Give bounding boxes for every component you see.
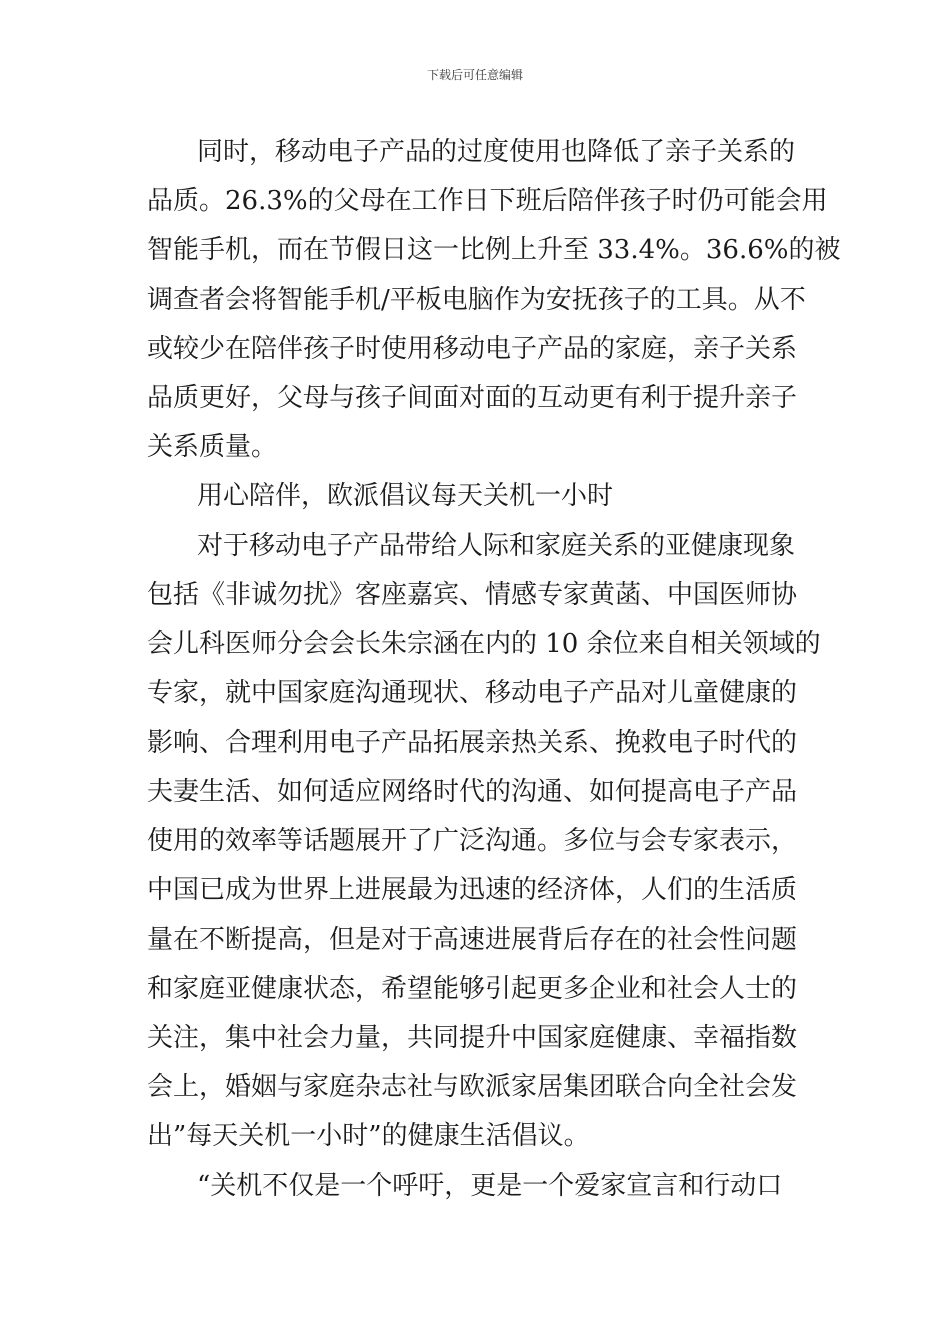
paragraph-line: 使用的效率等话题展开了广泛沟通。多位与会专家表示， <box>147 826 798 856</box>
paragraph-line: 品质。26.3%的父母在工作日下班后陪伴孩子时仍可能会用 <box>147 186 828 216</box>
paragraph-line: 和家庭亚健康状态，希望能够引起更多企业和社会人士的 <box>147 974 798 1004</box>
paragraph-line: 或较少在陪伴孩子时使用移动电子产品的家庭，亲子关系 <box>147 334 798 364</box>
paragraph-line: 品质更好，父母与孩子间面对面的互动更有利于提升亲子 <box>147 383 798 413</box>
paragraph-line: 夫妻生活、如何适应网络时代的沟通、如何提高电子产品 <box>147 777 798 807</box>
paragraph-line: 关系质量。 <box>147 432 278 462</box>
paragraph-line: 包括《非诚勿扰》客座嘉宾、情感专家黄菡、中国医师协 <box>147 580 798 610</box>
paragraph-line: 出”每天关机一小时”的健康生活倡议。 <box>147 1121 590 1151</box>
paragraph-line: 影响、合理利用电子产品拓展亲热关系、挽救电子时代的 <box>147 728 798 758</box>
paragraph-line: 会上，婚姻与家庭杂志社与欧派家居集团联合向全社会发 <box>147 1072 798 1102</box>
paragraph-line: 同时，移动电子产品的过度使用也降低了亲子关系的 <box>197 137 796 167</box>
paragraph-line: 调查者会将智能手机/平板电脑作为安抚孩子的工具。从不 <box>147 285 806 315</box>
paragraph-line: 对于移动电子产品带给人际和家庭关系的亚健康现象 <box>197 531 796 561</box>
paragraph-line: 量在不断提高，但是对于高速进展背后存在的社会性问题 <box>147 925 798 955</box>
paragraph-line: 关注，集中社会力量，共同提升中国家庭健康、幸福指数 <box>147 1023 798 1053</box>
paragraph-line: 会儿科医师分会会长朱宗涵在内的 10 余位来自相关领域的 <box>147 629 821 659</box>
section-heading: 用心陪伴，欧派倡议每天关机一小时 <box>197 481 614 511</box>
page-header: 下载后可任意编辑 <box>426 68 523 82</box>
paragraph-line: “关机不仅是一个呼吁，更是一个爱家宣言和行动口 <box>197 1171 783 1201</box>
paragraph-line: 中国已成为世界上进展最为迅速的经济体，人们的生活质 <box>147 875 798 905</box>
paragraph-line: 智能手机，而在节假日这一比例上升至 33.4%。36.6%的被 <box>147 235 841 265</box>
paragraph-line: 专家，就中国家庭沟通现状、移动电子产品对儿童健康的 <box>147 678 798 708</box>
